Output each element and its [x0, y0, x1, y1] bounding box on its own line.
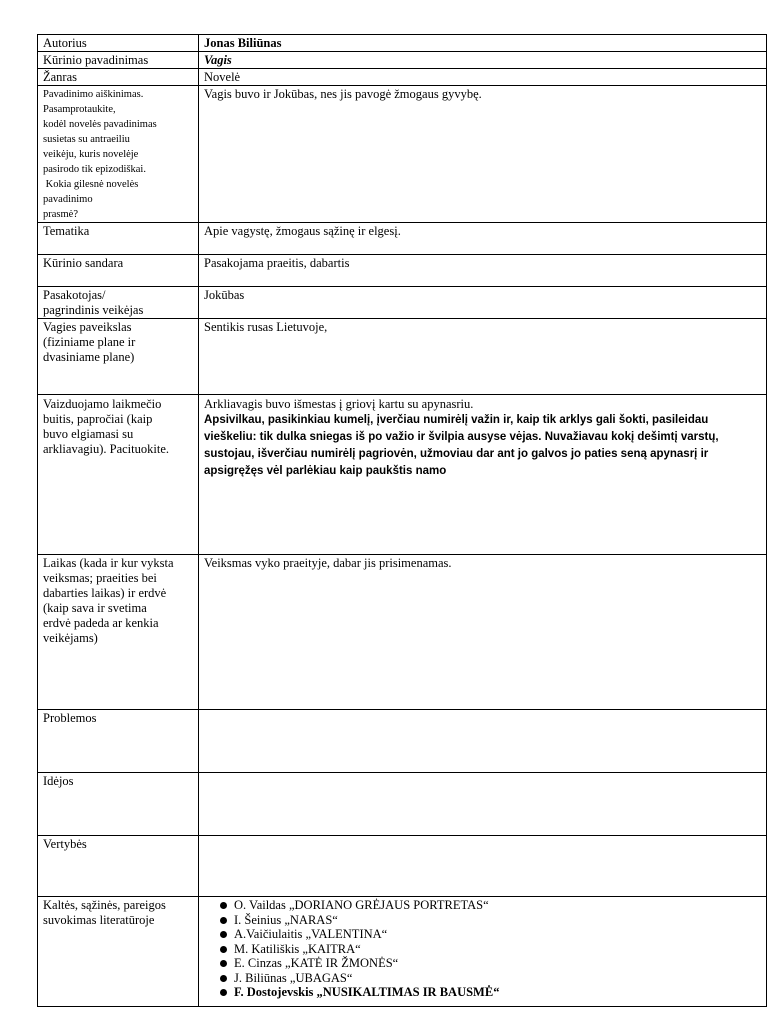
row-time-space	[38, 555, 767, 710]
row-structure	[38, 255, 767, 287]
label-line: dabarties laikas) ir erdvė	[43, 586, 167, 600]
label-title-meaning	[38, 86, 199, 223]
label-line: kodėl novelės pavadinimas	[43, 119, 157, 130]
label-line: Pasakotojas/	[43, 288, 106, 302]
label-author: Autorius	[38, 35, 199, 52]
label-line: pagrindinis veikėjas	[43, 303, 144, 317]
label-structure: Kūrinio sandara	[38, 255, 199, 287]
work-title: I. Šeinius „NARAS“	[234, 912, 338, 927]
label-genre: Žanras	[38, 69, 199, 86]
list-item	[218, 971, 761, 986]
label-time-space	[38, 555, 199, 710]
label-line: veikėju, kuris novelėje	[43, 149, 139, 160]
label-line: Kaltės, sąžinės, pareigos	[43, 898, 166, 912]
label-line: (kaip sava ir svetima	[43, 601, 147, 615]
row-thief-image	[38, 319, 767, 395]
row-title-meaning	[38, 86, 767, 223]
list-item	[218, 942, 761, 957]
value-title-meaning: Vagis buvo ir Jokūbas, nes jis pavogė žmogaus gyvybę.	[199, 86, 767, 223]
label-ideas: Idėjos	[38, 773, 199, 836]
analysis-table	[37, 34, 767, 1007]
row-values	[38, 836, 767, 897]
bullet-icon	[220, 902, 227, 909]
label-line: Pavadinimo aiškinimas.	[43, 89, 144, 100]
row-ideas	[38, 773, 767, 836]
label-theme: Tematika	[38, 223, 199, 255]
label-line: erdvė padeda ar kenkia	[43, 616, 159, 630]
work-title: F. Dostojevskis „NUSIKALTIMAS IR BAUSMĖ“	[234, 985, 500, 999]
label-line: pavadinimo	[43, 194, 93, 205]
list-item	[218, 913, 761, 928]
work-title: A.Vaičiulaitis „VALENTINA“	[234, 927, 388, 941]
value-thief-image: Sentikis rusas Lietuvoje,	[199, 319, 767, 395]
value-author: Jonas Biliūnas	[199, 35, 767, 52]
value-time-space: Veiksmas vyko praeityje, dabar jis prisimenamas.	[199, 555, 767, 710]
value-title: Vagis	[199, 52, 767, 69]
label-line: Vaizduojamo laikmečio	[43, 397, 162, 411]
label-line: buitis, papročiai (kaip	[43, 412, 153, 426]
work-title: E. Cinzas „KATĖ IR ŽMONĖS“	[234, 956, 399, 970]
label-line: susietas su antraeiliu	[43, 134, 130, 145]
label-line: (fiziniame plane ir	[43, 335, 136, 349]
label-narrator	[38, 287, 199, 319]
label-line: Pasamprotaukite,	[43, 104, 116, 115]
value-narrator: Jokūbas	[199, 287, 767, 319]
row-author	[38, 35, 767, 52]
label-line: arkliavagiu). Pacituokite.	[43, 442, 170, 456]
label-line: pasirodo tik epizodiškai.	[43, 164, 146, 175]
label-line: Kokia gilesnė novelės	[43, 179, 139, 190]
bullet-icon	[220, 989, 227, 996]
label-line: prasmė?	[43, 209, 78, 220]
row-title	[38, 52, 767, 69]
label-line: suvokimas literatūroje	[43, 913, 155, 927]
value-era	[199, 395, 767, 555]
label-line: veikėjams)	[43, 631, 98, 645]
bullet-icon	[220, 917, 227, 924]
value-genre: Novelė	[199, 69, 767, 86]
value-structure: Pasakojama praeitis, dabartis	[199, 255, 767, 287]
work-title: J. Biliūnas „UBAGAS“	[234, 970, 353, 985]
list-item	[218, 956, 761, 971]
label-values: Vertybės	[38, 836, 199, 897]
row-problems	[38, 710, 767, 773]
bullet-icon	[220, 960, 227, 967]
row-narrator	[38, 287, 767, 319]
work-title: M. Katiliškis „KAITRA“	[234, 941, 361, 956]
list-item	[218, 927, 761, 942]
label-thief-image	[38, 319, 199, 395]
era-summary: Arkliavagis buvo išmestas į griovį kartu su apynasriu.	[204, 397, 474, 411]
row-era	[38, 395, 767, 555]
label-era	[38, 395, 199, 555]
row-genre	[38, 69, 767, 86]
list-item	[218, 985, 761, 1000]
row-theme	[38, 223, 767, 255]
bullet-icon	[220, 946, 227, 953]
value-guilt	[199, 897, 767, 1007]
bullet-icon	[220, 931, 227, 938]
value-ideas	[199, 773, 767, 836]
label-line: Laikas (kada ir kur vyksta	[43, 556, 174, 570]
works-list	[204, 898, 761, 1000]
row-guilt	[38, 897, 767, 1007]
label-line: buvo elgiamasi su	[43, 427, 134, 441]
value-theme: Apie vagystę, žmogaus sąžinę ir elgesį.	[199, 223, 767, 255]
label-guilt	[38, 897, 199, 1007]
era-quote: Apsivilkau, pasikinkiau kumelį, įverčiau numirėlį važin ir, kaip tik arklys gali šokti, pasileidau vieškeliu: tik dulka sniegas iš po važio ir švilpia ausyse vėjas. Nuvažiavau kokį dešimtį varstų, sustojau, išverčiau numirėlį pagriovėn, užmoviau dar ant jo galvos jo paties seną apynasrį ir apsigręžęs vėl parlėkiau kaip paukštis namo	[204, 414, 719, 477]
work-title: O. Vaildas „DORIANO GRĖJAUS PORTRETAS“	[234, 898, 489, 912]
value-values	[199, 836, 767, 897]
label-line: Vagies paveikslas	[43, 320, 132, 334]
label-line: veiksmas; praeities bei	[43, 571, 157, 585]
value-problems	[199, 710, 767, 773]
list-item	[218, 898, 761, 913]
label-problems: Problemos	[38, 710, 199, 773]
bullet-icon	[220, 975, 227, 982]
label-line: dvasiniame plane)	[43, 350, 135, 364]
label-title: Kūrinio pavadinimas	[38, 52, 199, 69]
